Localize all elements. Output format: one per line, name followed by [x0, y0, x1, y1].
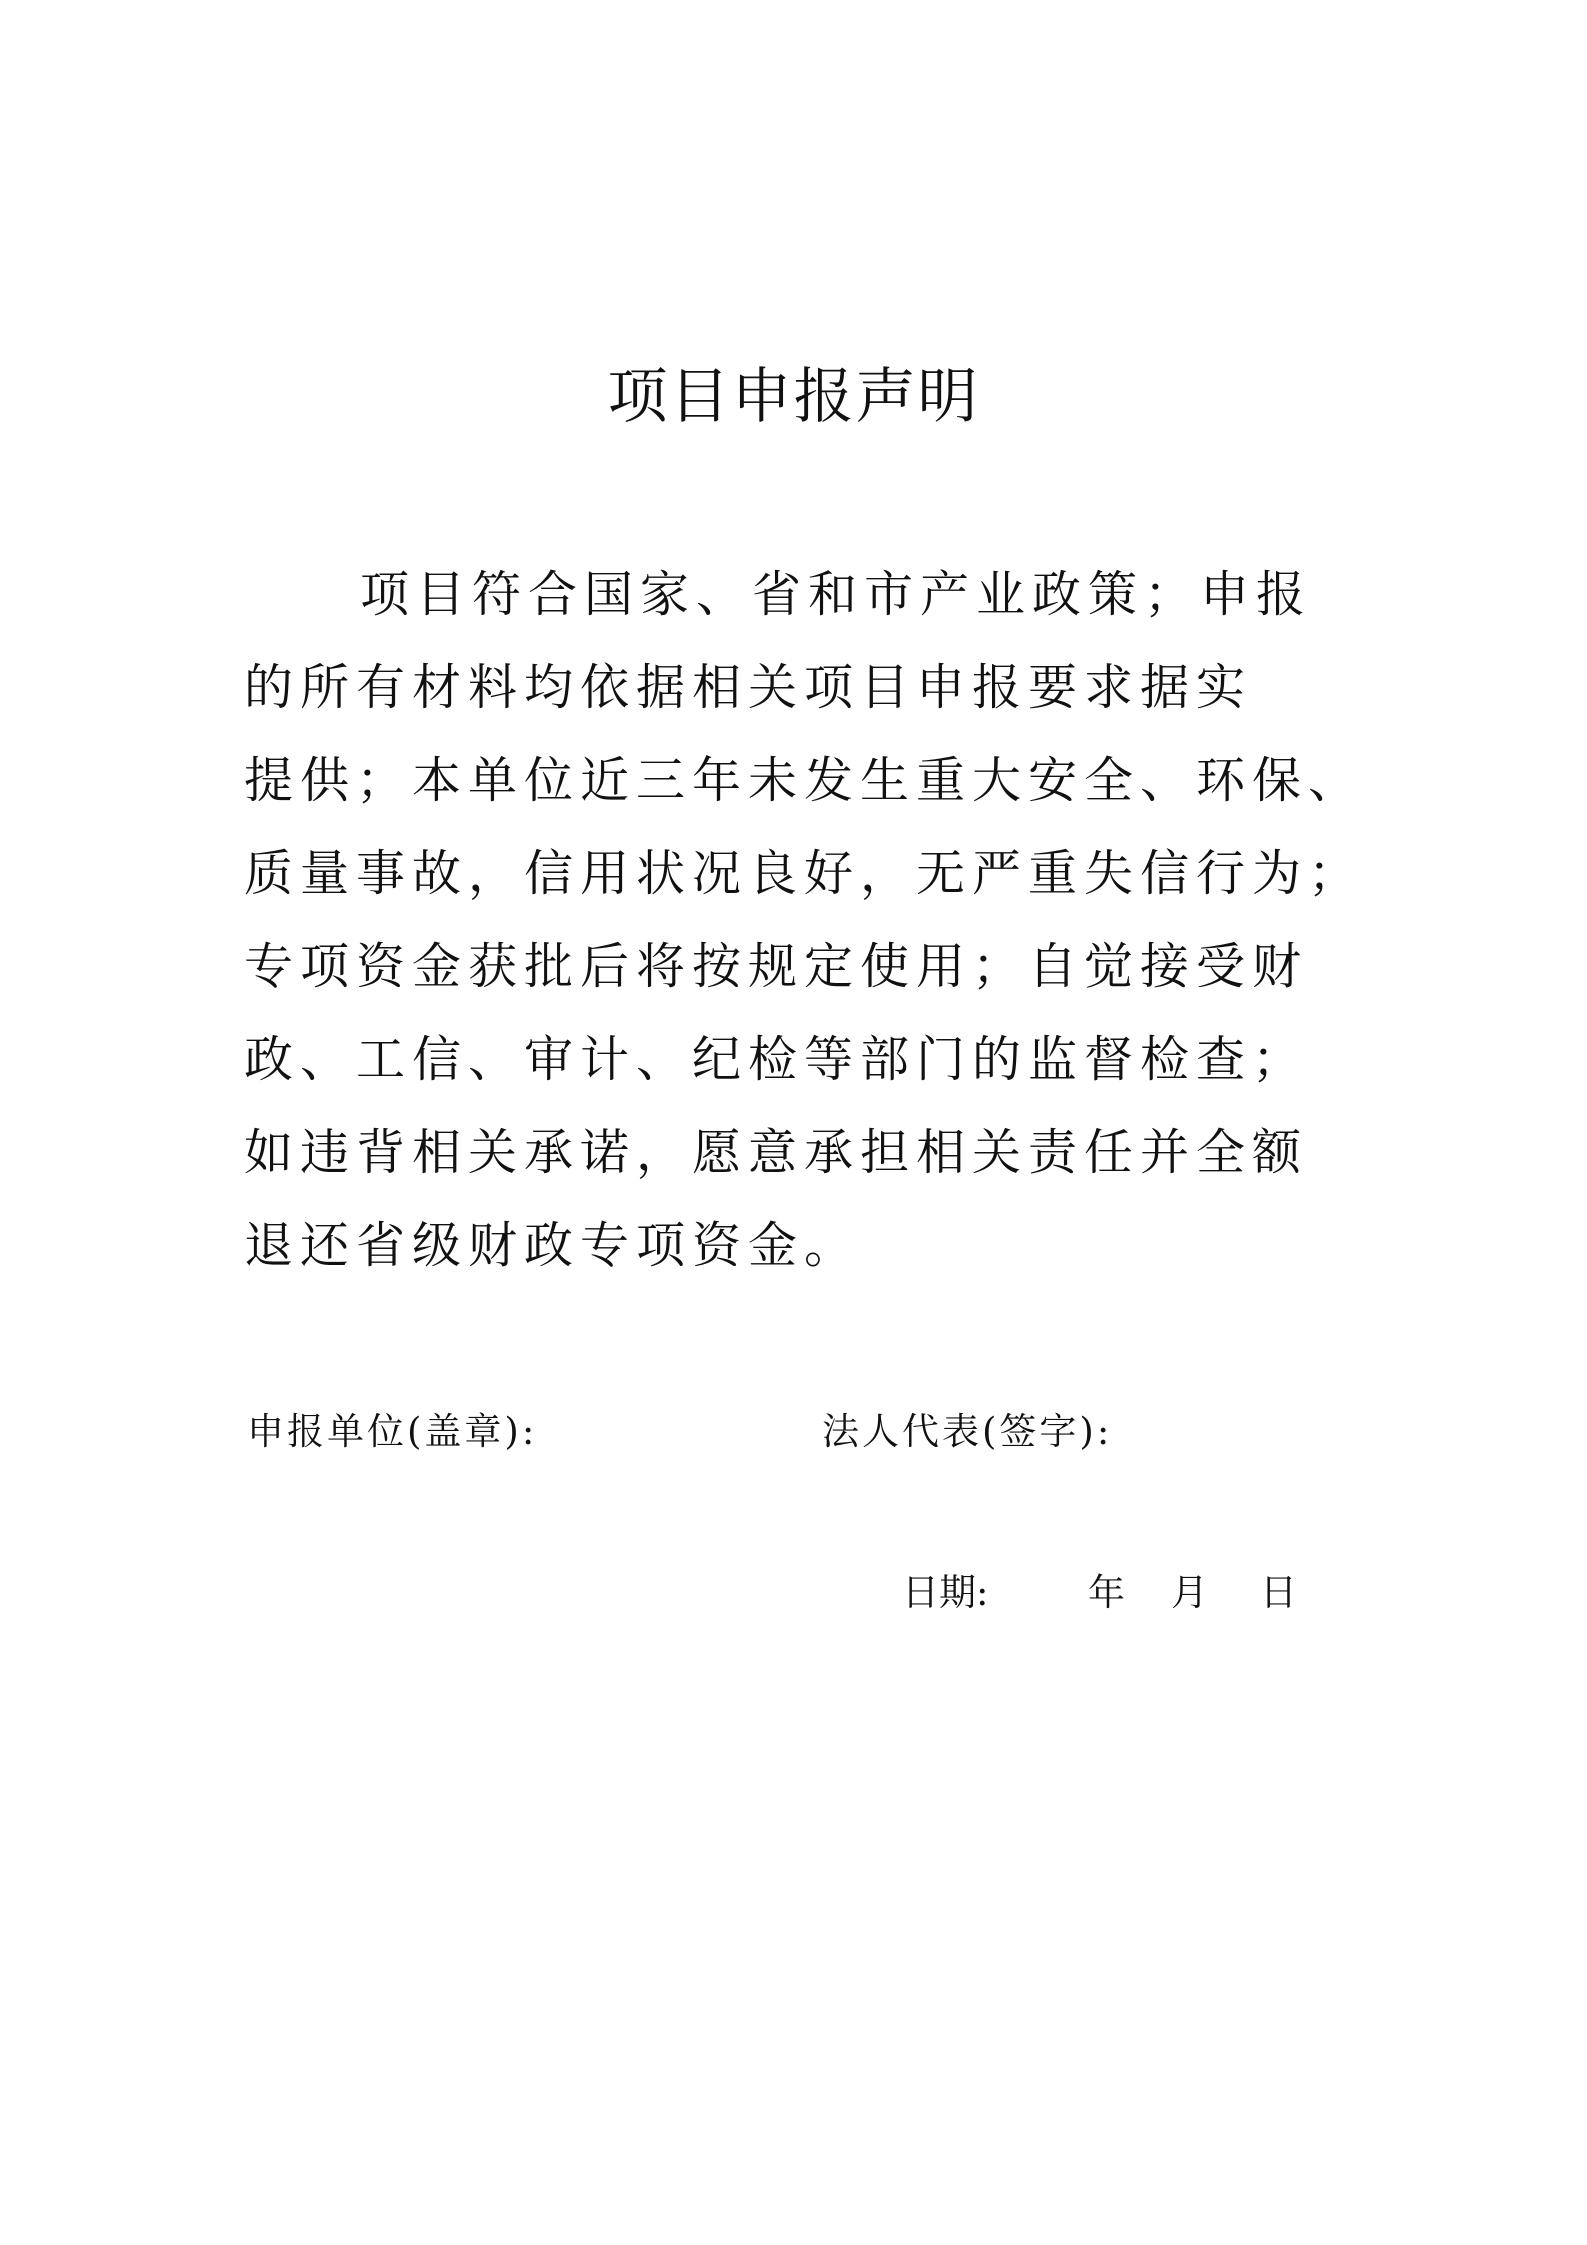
- page-title: 项目申报声明: [607, 362, 980, 432]
- body-line: 提供；本单位近三年未发生重大安全、环保、: [244, 752, 1365, 809]
- legal-representative-signature-label: 法人代表(签字):: [822, 1410, 1113, 1453]
- body-line: 政、工信、审计、纪检等部门的监督检查；: [244, 1031, 1309, 1088]
- body-line: 质量事故，信用状况良好，无严重失信行为；: [244, 845, 1365, 902]
- date-day-unit: 日: [1260, 1571, 1297, 1614]
- date-label: 日期:: [902, 1571, 989, 1614]
- body-line: 专项资金获批后将按规定使用；自觉接受财: [244, 938, 1309, 995]
- body-line: 如违背相关承诺，愿意承担相关责任并全额: [244, 1124, 1309, 1181]
- date-year-unit: 年: [1088, 1571, 1125, 1614]
- applicant-unit-seal-label: 申报单位(盖章):: [247, 1410, 538, 1453]
- body-line: 的所有材料均依据相关项目申报要求据实: [244, 659, 1253, 716]
- declaration-body: [244, 548, 1365, 1292]
- body-line: 退还省级财政专项资金。: [244, 1217, 861, 1274]
- date-month-unit: 月: [1171, 1571, 1208, 1614]
- body-line: 项目符合国家、省和市产业政策；申报: [360, 566, 1313, 623]
